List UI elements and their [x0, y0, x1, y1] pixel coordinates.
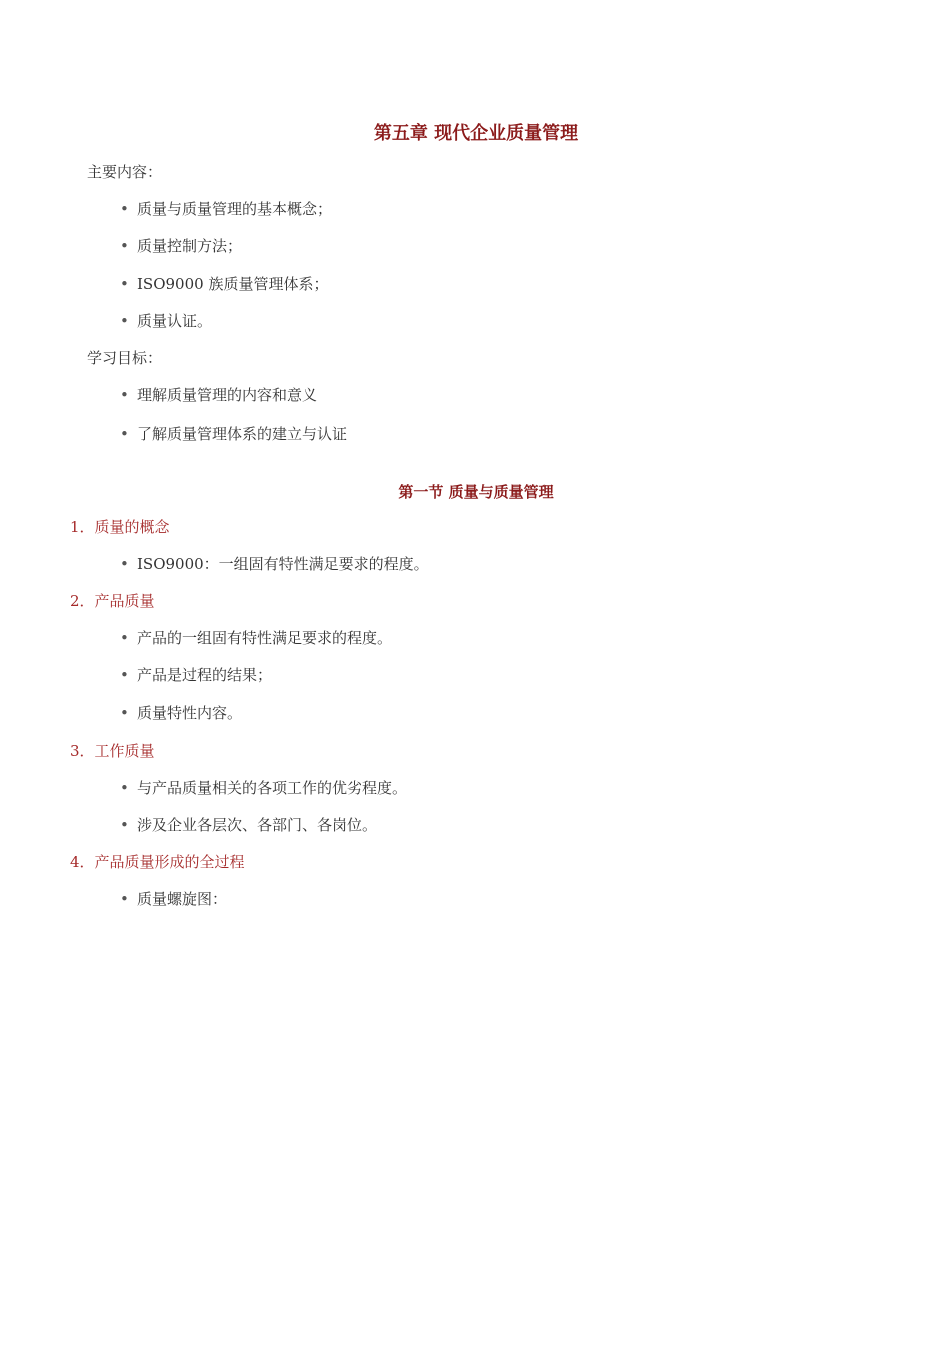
list-item	[120, 384, 317, 406]
bullet-icon: •	[120, 386, 129, 404]
bullet-icon: •	[120, 312, 129, 330]
main-content-label: 主要内容：	[87, 163, 163, 181]
bullet-icon: •	[120, 237, 129, 255]
list-item-text: 与产品质量相关的各项工作的优劣程度。	[137, 779, 408, 797]
bullet-icon: •	[120, 704, 129, 722]
bullet-icon: •	[120, 779, 129, 797]
section-title: 第一节 质量与质量管理	[398, 483, 554, 501]
list-item-text: 质量认证。	[137, 312, 213, 330]
list-item-text: 质量控制方法；	[137, 237, 243, 255]
bullet-icon: •	[120, 890, 129, 908]
list-item	[120, 423, 347, 445]
objectives-label: 学习目标：	[87, 349, 163, 367]
topic-heading: 2．产品质量	[70, 592, 155, 610]
bullet-icon: •	[120, 629, 129, 647]
topic-heading: 4．产品质量形成的全过程	[70, 853, 245, 871]
list-item	[120, 198, 332, 220]
list-item	[120, 888, 227, 910]
bullet-icon: •	[120, 666, 129, 684]
list-item	[120, 310, 212, 332]
list-item	[120, 553, 429, 575]
list-item	[120, 627, 392, 649]
list-item-text: ISO9000：一组固有特性满足要求的程度。	[137, 555, 429, 573]
topic-heading: 1．质量的概念	[70, 518, 170, 536]
list-item-text: ISO9000 族质量管理体系；	[137, 275, 329, 293]
list-item	[120, 777, 407, 799]
list-item	[120, 235, 242, 257]
list-item-text: 涉及企业各层次、各部门、各岗位。	[137, 816, 378, 834]
list-item-text: 了解质量管理体系的建立与认证	[137, 425, 348, 443]
bullet-icon: •	[120, 275, 129, 293]
list-item-text: 质量与质量管理的基本概念；	[137, 200, 333, 218]
topic-heading: 3．工作质量	[70, 742, 155, 760]
list-item-text: 质量螺旋图：	[137, 890, 228, 908]
list-item	[120, 814, 377, 836]
bullet-icon: •	[120, 816, 129, 834]
list-item-text: 产品的一组固有特性满足要求的程度。	[137, 629, 393, 647]
list-item-text: 理解质量管理的内容和意义	[137, 386, 318, 404]
list-item-text: 质量特性内容。	[137, 704, 243, 722]
list-item	[120, 273, 328, 295]
bullet-icon: •	[120, 200, 129, 218]
list-item-text: 产品是过程的结果；	[137, 666, 273, 684]
bullet-icon: •	[120, 425, 129, 443]
bullet-icon: •	[120, 555, 129, 573]
list-item	[120, 664, 272, 686]
list-item	[120, 702, 242, 724]
chapter-title: 第五章 现代企业质量管理	[373, 123, 579, 144]
